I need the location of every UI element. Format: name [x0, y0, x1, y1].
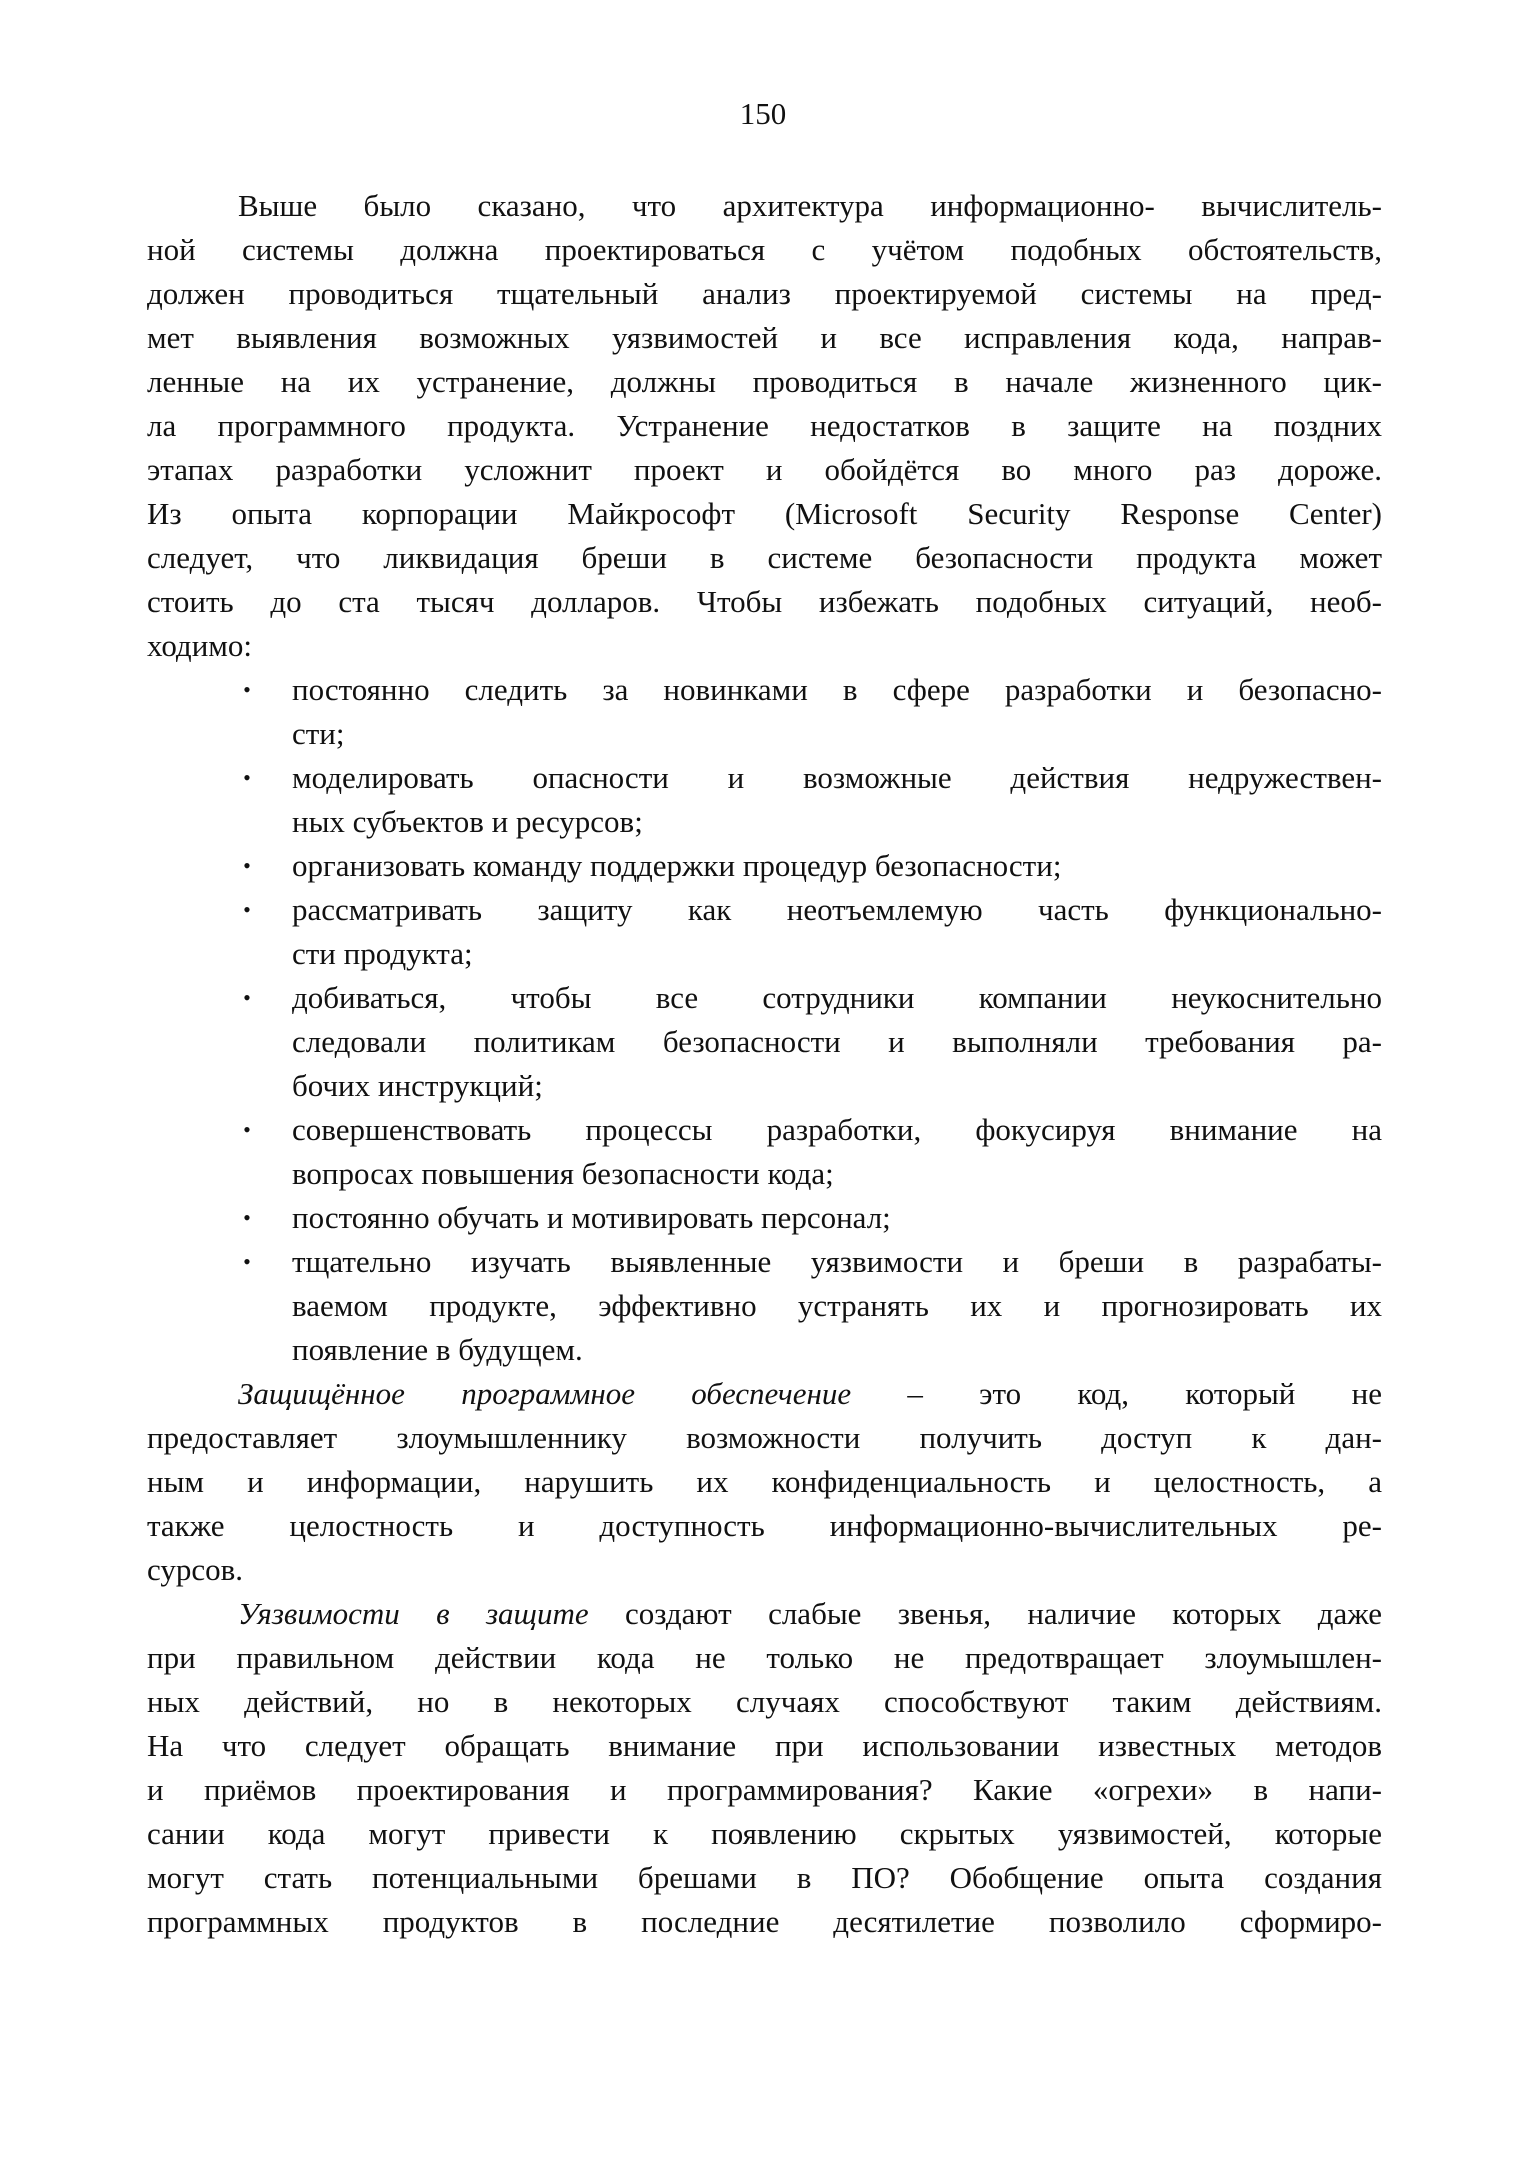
text-line: при правильном действии кода не только не предотвращает злоумышлен-	[147, 1640, 1382, 1675]
text-line: предоставляет злоумышленнику возможности получить доступ к дан-	[147, 1420, 1382, 1455]
definition-text: – это код, который не	[851, 1376, 1383, 1411]
text-line: сти продукта;	[292, 936, 473, 971]
list-item	[147, 844, 1382, 888]
bullet-icon: •	[243, 853, 251, 878]
text-line: следовали политикам безопасности и выполняли требования ра-	[292, 1024, 1382, 1059]
text-line	[147, 1372, 1382, 1416]
text-line: стоить до ста тысяч долларов. Чтобы избежать подобных ситуаций, необ-	[147, 584, 1382, 619]
paragraph-vulnerabilities	[147, 1592, 1382, 1944]
bullet-icon: •	[243, 985, 251, 1010]
text-line: могут стать потенциальными брешами в ПО? Обобщение опыта создания	[147, 1860, 1382, 1895]
bullet-icon: •	[243, 1117, 251, 1142]
bullet-icon: •	[243, 1205, 251, 1230]
text-line: сти;	[292, 716, 345, 751]
text-line: программных продуктов в последние десятилетие позволило сформиро-	[147, 1904, 1382, 1939]
text-line: этапах разработки усложнит проект и обойдётся во много раз дороже.	[147, 452, 1382, 487]
list-item	[147, 756, 1382, 844]
text-line: ходимо:	[147, 628, 253, 663]
text-line: совершенствовать процессы разработки, фокусируя внимание на	[292, 1112, 1382, 1147]
page-body	[147, 184, 1382, 1944]
text-line: добиваться, чтобы все сотрудники компании неукоснительно	[292, 980, 1382, 1015]
text-line: ла программного продукта. Устранение недостатков в защите на поздних	[147, 408, 1382, 443]
text-line: На что следует обращать внимание при использовании известных методов	[147, 1728, 1382, 1763]
definition-text: создают слабые звенья, наличие которых даже	[588, 1596, 1382, 1631]
text-line: организовать команду поддержки процедур безопасности;	[292, 848, 1062, 883]
text-line: вопросах повышения безопасности кода;	[292, 1156, 834, 1191]
text-line: ных субъектов и ресурсов;	[292, 804, 643, 839]
bullet-icon: •	[243, 897, 251, 922]
text-line: постоянно следить за новинками в сфере разработки и безопасно-	[292, 672, 1382, 707]
text-line: Из опыта корпорации Майкрософт (Microsoft Security Response Center)	[147, 496, 1382, 531]
paragraph-intro	[147, 184, 1382, 668]
text-line: ной системы должна проектироваться с учётом подобных обстоятельств,	[147, 232, 1382, 267]
bullet-icon: •	[243, 677, 251, 702]
text-line: должен проводиться тщательный анализ проектируемой системы на пред-	[147, 276, 1382, 311]
text-line: следует, что ликвидация бреши в системе безопасности продукта может	[147, 540, 1382, 575]
list-item	[147, 1108, 1382, 1196]
text-line: тщательно изучать выявленные уязвимости и бреши в разрабаты-	[292, 1244, 1382, 1279]
list-item	[147, 976, 1382, 1108]
text-line: постоянно обучать и мотивировать персонал;	[292, 1200, 891, 1235]
bullet-icon: •	[243, 1249, 251, 1274]
bullet-icon: •	[243, 765, 251, 790]
text-line: рассматривать защиту как неотъемлемую часть функционально-	[292, 892, 1382, 927]
list-item	[147, 668, 1382, 756]
text-line: ваемом продукте, эффективно устранять их и прогнозировать их	[292, 1288, 1382, 1323]
text-line: и приёмов проектирования и программирования? Какие «огрехи» в напи-	[147, 1772, 1382, 1807]
page-number: 150	[739, 96, 787, 131]
text-line	[147, 1592, 1382, 1636]
text-line: моделировать опасности и возможные действия недружествен-	[292, 760, 1382, 795]
list-item	[147, 888, 1382, 976]
text-line: Выше было сказано, что архитектура информационно- вычислитель-	[238, 188, 1382, 223]
paragraph-secure-software-definition	[147, 1372, 1382, 1592]
recommendations-list	[147, 668, 1382, 1372]
text-line: ным и информации, нарушить их конфиденциальность и целостность, а	[147, 1464, 1382, 1499]
text-line: бочих инструкций;	[292, 1068, 543, 1103]
text-line: сурсов.	[147, 1552, 243, 1587]
text-line: также целостность и доступность информационно-вычислительных ре-	[147, 1508, 1382, 1543]
text-line: ных действий, но в некоторых случаях способствуют таким действиям.	[147, 1684, 1382, 1719]
text-line: ленные на их устранение, должны проводиться в начале жизненного цик-	[147, 364, 1382, 399]
list-item	[147, 1240, 1382, 1372]
list-item	[147, 1196, 1382, 1240]
text-line: сании кода могут привести к появлению скрытых уязвимостей, которые	[147, 1816, 1382, 1851]
text-line: появление в будущем.	[292, 1332, 583, 1367]
text-line: мет выявления возможных уязвимостей и все исправления кода, направ-	[147, 320, 1382, 355]
defined-term: Защищённое программное обеспечение	[238, 1376, 852, 1411]
defined-term: Уязвимости в защите	[238, 1596, 589, 1631]
